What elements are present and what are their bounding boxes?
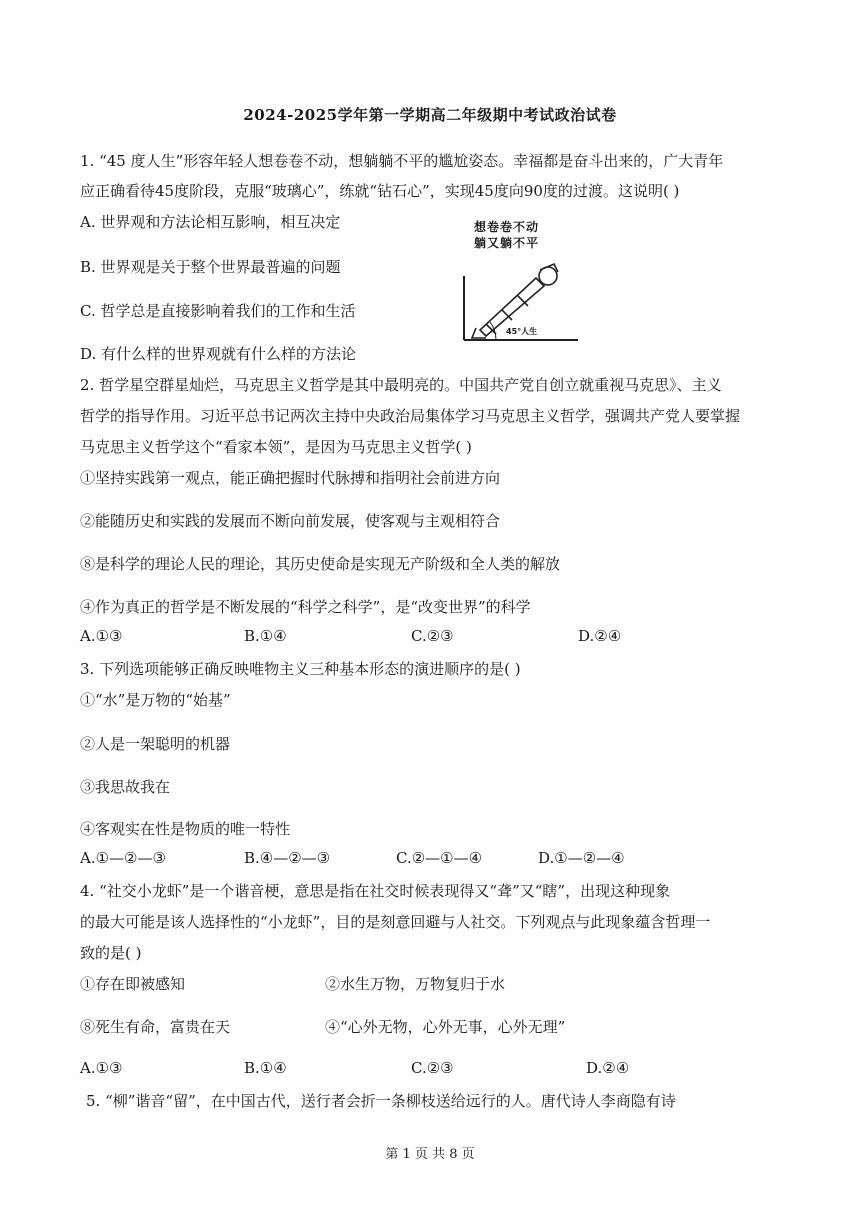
q1-option-b: B. 世界观是关于整个世界最普遍的问题 xyxy=(80,258,341,276)
q4-stem-line-3: 致的是( ) xyxy=(80,944,142,962)
q3-choice-c: C.②—①—④ xyxy=(396,849,483,867)
q3-choice-a: A.①—②—③ xyxy=(80,849,166,867)
q4-choice-b: B.①④ xyxy=(244,1059,287,1077)
q1-cartoon-figure xyxy=(456,216,586,348)
q4-item-4: ④“心外无物，心外无事，心外无理” xyxy=(325,1018,566,1036)
page-title: 2024-2025学年第一学期高二年级期中考试政治试卷 xyxy=(243,106,617,124)
q4-choice-d: D.②④ xyxy=(586,1059,630,1077)
q2-stem-line-3: 马克思主义哲学这个“看家本领”，是因为马克思主义哲学( ) xyxy=(80,438,472,456)
q3-choice-d: D.①—②—④ xyxy=(538,849,625,867)
q2-choice-a: A.①③ xyxy=(80,627,123,645)
q2-stem-line-2: 哲学的指导作用。习近平总书记两次主持中央政治局集体学习马克思主义哲学，强调共产党人要掌握 xyxy=(80,407,741,425)
figure-caption-line-2: 躺又躺不平 xyxy=(474,236,540,250)
q1-stem-line-2: 应正确看待45度阶段，克服“玻璃心”，练就“钻石心”，实现45度向90度的过渡。这说明( ) xyxy=(80,182,680,200)
q1-option-c: C. 哲学总是直接影响着我们的工作和生活 xyxy=(80,302,356,320)
q2-item-3: ⑧是科学的理论人民的理论，其历史使命是实现无产阶级和全人类的解放 xyxy=(80,555,561,573)
q5-stem: 5. “柳”谐音“留”，在中国古代，送行者会折一条柳枝送给远行的人。唐代诗人李商隐有诗 xyxy=(86,1092,676,1110)
q3-stem: 3. 下列选项能够正确反映唯物主义三种基本形态的演进顺序的是( ) xyxy=(80,660,521,678)
q1-option-d: D. 有什么样的世界观就有什么样的方法论 xyxy=(80,345,357,363)
q4-item-3: ⑧死生有命，富贵在天 xyxy=(80,1018,231,1036)
q1-option-a: A. 世界观和方法论相互影响，相互决定 xyxy=(80,213,341,231)
q4-item-2: ②水生万物，万物复归于水 xyxy=(325,975,506,993)
q3-item-4: ④客观实在性是物质的唯一特性 xyxy=(80,820,291,838)
q2-item-2: ②能随历史和实践的发展而不断向前发展，使客观与主观相符合 xyxy=(80,512,501,530)
q2-item-4: ④作为真正的哲学是不断发展的“科学之科学”，是“改变世界”的科学 xyxy=(80,598,531,616)
q3-choice-b: B.④—②—③ xyxy=(244,849,331,867)
figure-caption-line-1: 想卷卷不动 xyxy=(474,220,540,234)
q4-stem-line-2: 的最大可能是该人选择性的“小龙虾”，目的是刻意回避与人社交。下列观点与此现象蕴含哲理一 xyxy=(80,913,711,931)
q3-item-3: ③我思故我在 xyxy=(80,778,171,796)
q1-stem-line-1: 1. “45 度人生”形容年轻人想卷卷不动，想躺躺不平的尴尬姿态。幸福都是奋斗出来的，广大青年 xyxy=(80,152,724,170)
figure-angle-label: 45°人生 xyxy=(506,327,538,336)
q4-item-1: ①存在即被感知 xyxy=(80,975,186,993)
q2-stem-line-1: 2. 哲学星空群星灿烂，马克思主义哲学是其中最明亮的。中国共产党自创立就重视马克思》、主义 xyxy=(80,376,722,394)
q4-choice-a: A.①③ xyxy=(80,1059,123,1077)
q4-choice-c: C.②③ xyxy=(411,1059,454,1077)
q2-choice-d: D.②④ xyxy=(578,627,622,645)
q2-choice-b: B.①④ xyxy=(244,627,287,645)
q2-choice-c: C.②③ xyxy=(411,627,454,645)
q3-item-1: ①“水”是万物的“始基” xyxy=(80,691,231,709)
q2-item-1: ①坚持实践第一观点，能正确把握时代脉搏和指明社会前进方向 xyxy=(80,469,501,487)
q4-stem-line-1: 4. “社交小龙虾”是一个谐音梗，意思是指在社交时候表现得又“聋”又“瞎”，出现这种现象 xyxy=(80,882,671,900)
page-footer: 第 1 页 共 8 页 xyxy=(385,1147,475,1162)
q3-item-2: ②人是一架聪明的机器 xyxy=(80,735,231,753)
